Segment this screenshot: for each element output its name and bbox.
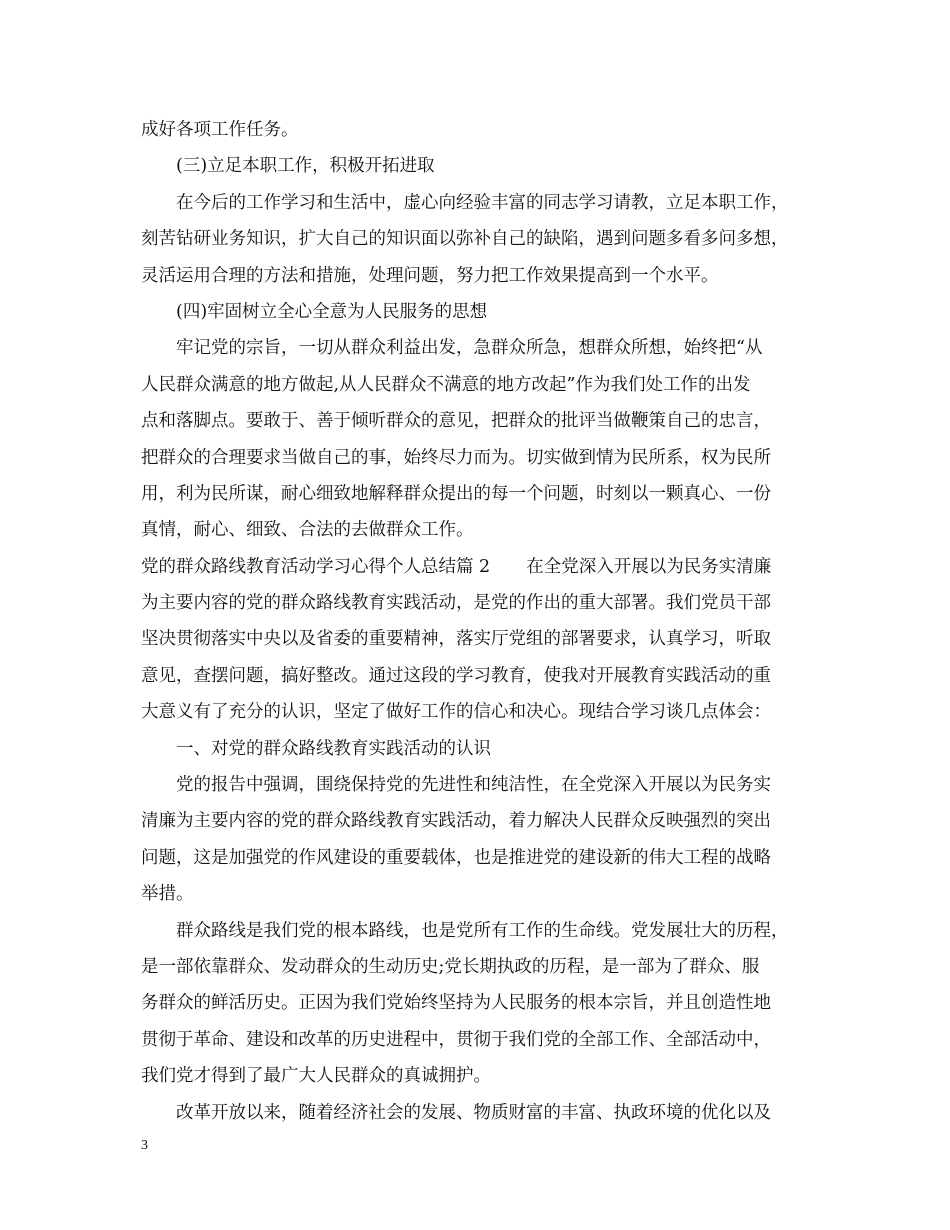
paragraph-line: 问题，这是加强党的作风建设的重要载体，也是推进党的建设新的伟大工程的战略 — [141, 847, 771, 868]
paragraph-line: 是一部依靠群众、发动群众的生动历史;党长期执政的历程，是一部为了群众、服 — [141, 956, 760, 977]
paragraph-line: 改革开放以来，随着经济社会的发展、物质财富的丰富、执政环境的优化以及 — [176, 1102, 771, 1123]
paragraph-line: (四)牢固树立全心全意为人民服务的思想 — [176, 301, 488, 322]
paragraph-line: 成好各项工作任务。 — [141, 120, 299, 140]
paragraph-line: 贯彻于革命、建设和改革的历史进程中，贯彻于我们党的全部工作、全部活动中， — [141, 1029, 771, 1050]
document-body — [141, 112, 831, 1131]
section-heading-line — [141, 549, 831, 585]
paragraph-line: 在今后的工作学习和生活中，虚心向经验丰富的同志学习请教，立足本职工作， — [176, 192, 789, 213]
paragraph-line: 我们党才得到了最广大人民群众的真诚拥护。 — [141, 1066, 491, 1087]
paragraph-line: 坚决贯彻落实中央以及省委的重要精神，落实厅党组的部署要求，认真学习，听取 — [141, 629, 771, 650]
paragraph-line: 党的报告中强调，围绕保持党的先进性和纯洁性，在全党深入开展以为民务实 — [176, 775, 771, 796]
paragraph-line: 群众路线是我们党的根本路线，也是党所有工作的生命线。党发展壮大的历程， — [176, 920, 789, 941]
paragraph-line: 人民群众满意的地方做起,从人民群众不满意的地方改起”作为我们处工作的出发 — [141, 374, 751, 395]
section-title: 党的群众路线教育活动学习心得个人总结篇 2 — [141, 556, 491, 577]
paragraph-line: 真情，耐心、细致、合法的去做群众工作。 — [141, 520, 474, 541]
paragraph-line: 大意义有了充分的认识，坚定了做好工作的信心和决心。现结合学习谈几点体会： — [141, 702, 771, 723]
paragraph-line: 务群众的鲜活历史。正因为我们党始终坚持为人民服务的根本宗旨，并且创造性地 — [141, 993, 771, 1014]
page-number: 3 — [141, 1138, 148, 1153]
paragraph-line: 灵活运用合理的方法和措施，处理问题，努力把工作效果提高到一个水平。 — [141, 265, 719, 286]
paragraph-line: 用，利为民所谋，耐心细致地解释群众提出的每一个问题，时刻以一颗真心、一份 — [141, 483, 771, 504]
paragraph-line: (三)立足本职工作，积极开拓进取 — [176, 156, 435, 177]
paragraph-line: 牢记党的宗旨，一切从群众利益出发，急群众所急，想群众所想，始终把“从 — [176, 338, 763, 359]
paragraph-line: 把群众的合理要求当做自己的事，始终尽力而为。切实做到情为民所系，权为民所 — [141, 447, 771, 468]
paragraph-line: 意见，查摆问题，搞好整改。通过这段的学习教育，使我对开展教育实践活动的重 — [141, 665, 771, 686]
paragraph-line: 刻苦钻研业务知识，扩大自己的知识面以弥补自己的缺陷，遇到问题多看多问多想， — [141, 229, 789, 250]
paragraph-start: 在全党深入开展以为民务实清廉 — [526, 556, 772, 577]
paragraph-line: 为主要内容的党的群众路线教育实践活动，是党的作出的重大部署。我们党员干部 — [141, 593, 771, 614]
paragraph-line: 清廉为主要内容的党的群众路线教育实践活动，着力解决人民群众反映强烈的突出 — [141, 811, 771, 832]
paragraph-line: 举措。 — [141, 884, 194, 905]
paragraph-line: 点和落脚点。要敢于、善于倾听群众的意见，把群众的批评当做鞭策自己的忠言， — [141, 411, 771, 432]
paragraph-line: 一、对党的群众路线教育实践活动的认识 — [176, 738, 491, 759]
